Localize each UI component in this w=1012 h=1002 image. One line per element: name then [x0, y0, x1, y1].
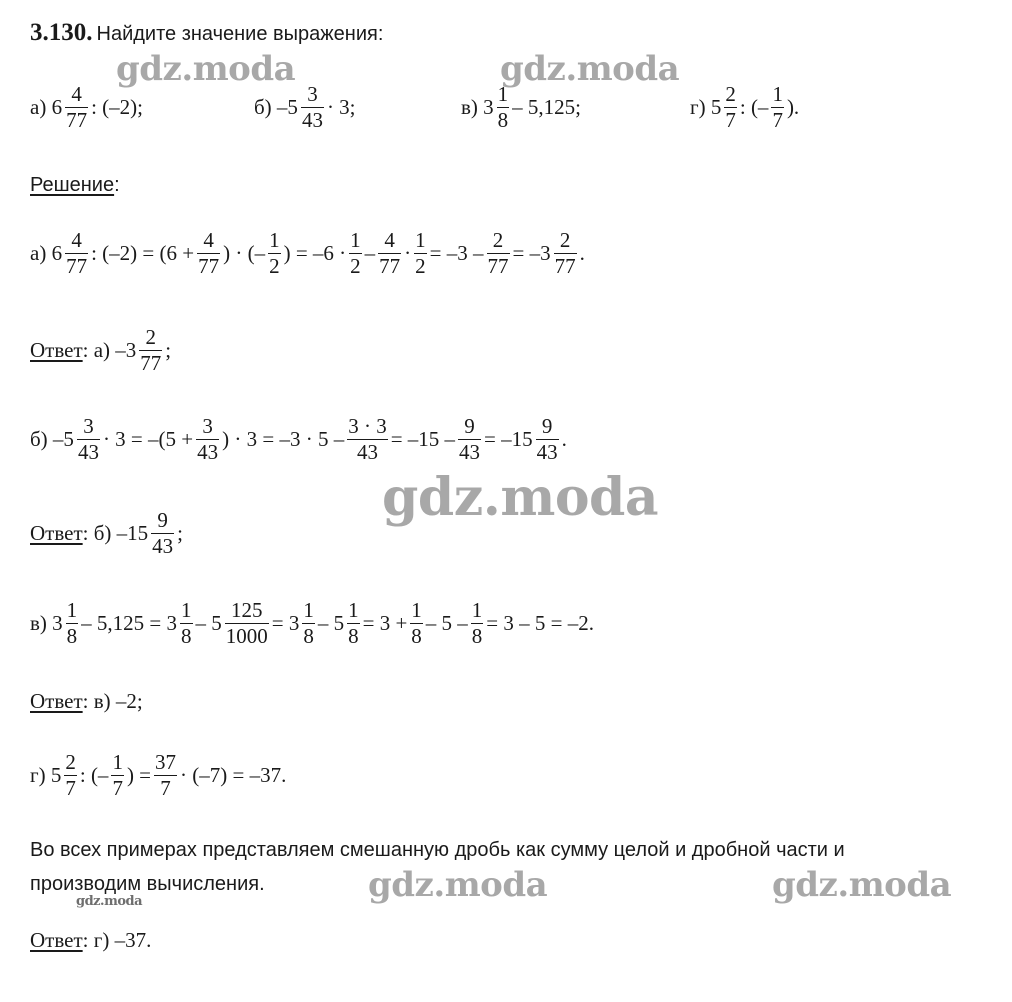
math-text: а) 6 [30, 241, 63, 265]
math-text: 2 [725, 82, 736, 106]
math-text: ) = [126, 763, 152, 787]
fraction [225, 598, 269, 649]
fraction [196, 414, 219, 465]
fraction [111, 750, 124, 801]
math-text: · 3 = –(5 + [102, 427, 194, 451]
math-text: 77 [198, 254, 220, 278]
math-text: 7 [725, 108, 736, 132]
math-text: 1 [66, 598, 78, 622]
task-prompt: Найдите значение выражения: [96, 23, 384, 45]
fraction [180, 598, 193, 649]
math-text: 8 [66, 624, 78, 648]
fraction [139, 325, 162, 376]
math-text: Решение [30, 174, 115, 196]
math-text: : б) –15 [82, 521, 149, 545]
answer-a [30, 325, 171, 376]
math-text: = –15 [484, 427, 533, 451]
math-text: 1000 [225, 624, 268, 648]
math-text: 3 [307, 82, 318, 106]
math-text: 9 [464, 414, 475, 438]
fraction [301, 82, 324, 133]
math-text: : в) –2; [82, 689, 143, 713]
math-text: ) · (– [223, 241, 266, 265]
fraction [347, 598, 360, 649]
math-text: Ответ [30, 928, 83, 952]
math-text: Ответ [30, 338, 83, 362]
math-text: . [561, 427, 567, 451]
task-item-v [461, 82, 581, 133]
math-text: 4 [71, 82, 82, 106]
math-text: а) 6 [30, 95, 63, 119]
solution-b [30, 414, 567, 465]
fraction [77, 414, 100, 465]
math-text: 7 [65, 776, 76, 800]
math-text: 2 [415, 254, 426, 278]
math-text: – 5 [195, 611, 222, 635]
math-text: г) 5 [690, 95, 722, 119]
math-text: ). [786, 95, 800, 119]
math-text: ; [165, 338, 172, 362]
answer-g [30, 930, 151, 951]
math-text: 1 [348, 598, 359, 622]
math-text: 1 [181, 598, 192, 622]
math-text: 7 [772, 108, 783, 132]
math-text: 8 [497, 108, 509, 132]
math-text: Ответ [30, 521, 83, 545]
math-text: 4 [203, 228, 214, 252]
math-text: 4 [384, 228, 395, 252]
math-text: 2 [65, 750, 76, 774]
fraction [414, 228, 427, 279]
math-text: 1 [497, 82, 509, 106]
fraction [349, 228, 362, 279]
fraction [471, 598, 484, 649]
math-text: 1 [772, 82, 783, 106]
fraction [65, 82, 88, 133]
watermark: gdz.moda [500, 49, 680, 89]
math-text: 43 [197, 440, 219, 464]
math-text: ) = –6 · [283, 241, 347, 265]
fraction [154, 750, 177, 801]
math-text: 1 [350, 228, 361, 252]
math-text: б) –5 [254, 95, 298, 119]
watermark: gdz.moda [116, 49, 296, 89]
math-text: 7 [112, 776, 123, 800]
watermark: gdz.moda [368, 865, 548, 905]
math-text: 9 [541, 414, 553, 438]
math-text: – 5,125 = 3 [81, 611, 178, 635]
solution-heading [30, 175, 120, 195]
math-text: 2 [350, 254, 361, 278]
math-text: 8 [181, 624, 192, 648]
math-text: 3 [202, 414, 213, 438]
math-text: 43 [152, 534, 174, 558]
math-text: : г) –37. [82, 928, 152, 952]
math-text: 77 [66, 254, 88, 278]
math-text: 43 [301, 108, 323, 132]
math-text: 8 [348, 624, 359, 648]
math-text: в) 3 [461, 95, 494, 119]
math-text: = 3 – 5 = –2. [486, 611, 594, 635]
math-text: 3 [83, 414, 94, 438]
solution-a [30, 228, 585, 279]
answer-b [30, 508, 183, 559]
fraction [378, 228, 401, 279]
math-text: 125 [231, 598, 263, 622]
fraction [410, 598, 423, 649]
watermark: gdz.moda [382, 467, 659, 528]
math-text: : (– [739, 95, 769, 119]
fraction [151, 508, 174, 559]
fraction [724, 82, 737, 133]
task-item-b [254, 82, 356, 133]
math-text: в) 3 [30, 611, 63, 635]
math-text: 43 [459, 440, 481, 464]
task-header [30, 20, 383, 45]
fraction [487, 228, 510, 279]
math-text: 4 [71, 228, 82, 252]
task-item-a [30, 82, 143, 133]
math-text: 8 [471, 624, 483, 648]
math-text: 3 · 3 [348, 414, 387, 438]
math-text: : (–2); [91, 95, 143, 119]
math-text: . [579, 241, 585, 265]
math-text: 43 [536, 440, 558, 464]
math-text: – 5 – [425, 611, 468, 635]
math-text: 8 [411, 624, 422, 648]
math-text: 2 [492, 228, 504, 252]
math-text: 77 [487, 254, 509, 278]
math-text: 8 [303, 624, 314, 648]
math-text: – 5 [317, 611, 345, 635]
math-text: : а) –3 [82, 338, 137, 362]
fraction [64, 750, 77, 801]
math-text: 1 [415, 228, 426, 252]
task-item-g [690, 82, 799, 133]
math-text: 9 [157, 508, 168, 532]
math-text: б) –5 [30, 427, 74, 451]
math-text: – [364, 241, 376, 265]
math-text: 43 [356, 440, 378, 464]
task-number: 3.130. [30, 19, 93, 46]
fraction [458, 414, 481, 465]
math-text: г) 5 [30, 763, 62, 787]
math-text: 2 [145, 325, 157, 349]
fraction [65, 228, 88, 279]
fraction [66, 598, 79, 649]
math-text: · 3; [326, 95, 356, 119]
math-text: 1 [303, 598, 314, 622]
note-line-1: Во всех примерах представляем смешанную дробь как сумму целой и дробной части и [30, 839, 845, 861]
math-text: : [114, 174, 120, 196]
math-text: – 5,125; [512, 95, 582, 119]
fraction [536, 414, 559, 465]
math-text: 2 [269, 254, 280, 278]
math-text: 77 [554, 254, 576, 278]
math-text: 37 [155, 750, 177, 774]
math-text: · (–7) = –37. [180, 763, 287, 787]
math-text: 77 [140, 351, 162, 375]
math-text: 43 [77, 440, 99, 464]
math-text: : (– [79, 763, 109, 787]
math-text: = –15 – [390, 427, 456, 451]
solution-g [30, 750, 286, 801]
solution-v [30, 598, 594, 649]
fraction [554, 228, 577, 279]
math-text: ) · 3 = –3 · 5 – [222, 427, 345, 451]
note-line-2: производим вычисления. [30, 873, 265, 895]
math-text: 1 [471, 598, 483, 622]
math-text: 77 [379, 254, 401, 278]
math-text: = –3 – [429, 241, 484, 265]
math-text: = –3 [512, 241, 551, 265]
watermark: gdz.moda [772, 865, 952, 905]
math-text: Ответ [30, 689, 83, 713]
math-text: : (–2) = (6 + [91, 241, 195, 265]
fraction [302, 598, 315, 649]
fraction [268, 228, 281, 279]
math-text: = 3 + [362, 611, 408, 635]
math-text: = 3 [271, 611, 300, 635]
math-text: ; [177, 521, 183, 545]
fraction [771, 82, 784, 133]
math-text: 1 [411, 598, 422, 622]
math-text: 7 [160, 776, 171, 800]
fraction [347, 414, 388, 465]
math-text: · [404, 241, 412, 265]
fraction [497, 82, 510, 133]
math-text: 77 [66, 108, 88, 132]
math-text: 1 [269, 228, 280, 252]
math-text: 1 [112, 750, 123, 774]
fraction [197, 228, 220, 279]
math-text: 2 [559, 228, 571, 252]
answer-v [30, 691, 143, 712]
watermark: gdz.moda [76, 894, 143, 909]
